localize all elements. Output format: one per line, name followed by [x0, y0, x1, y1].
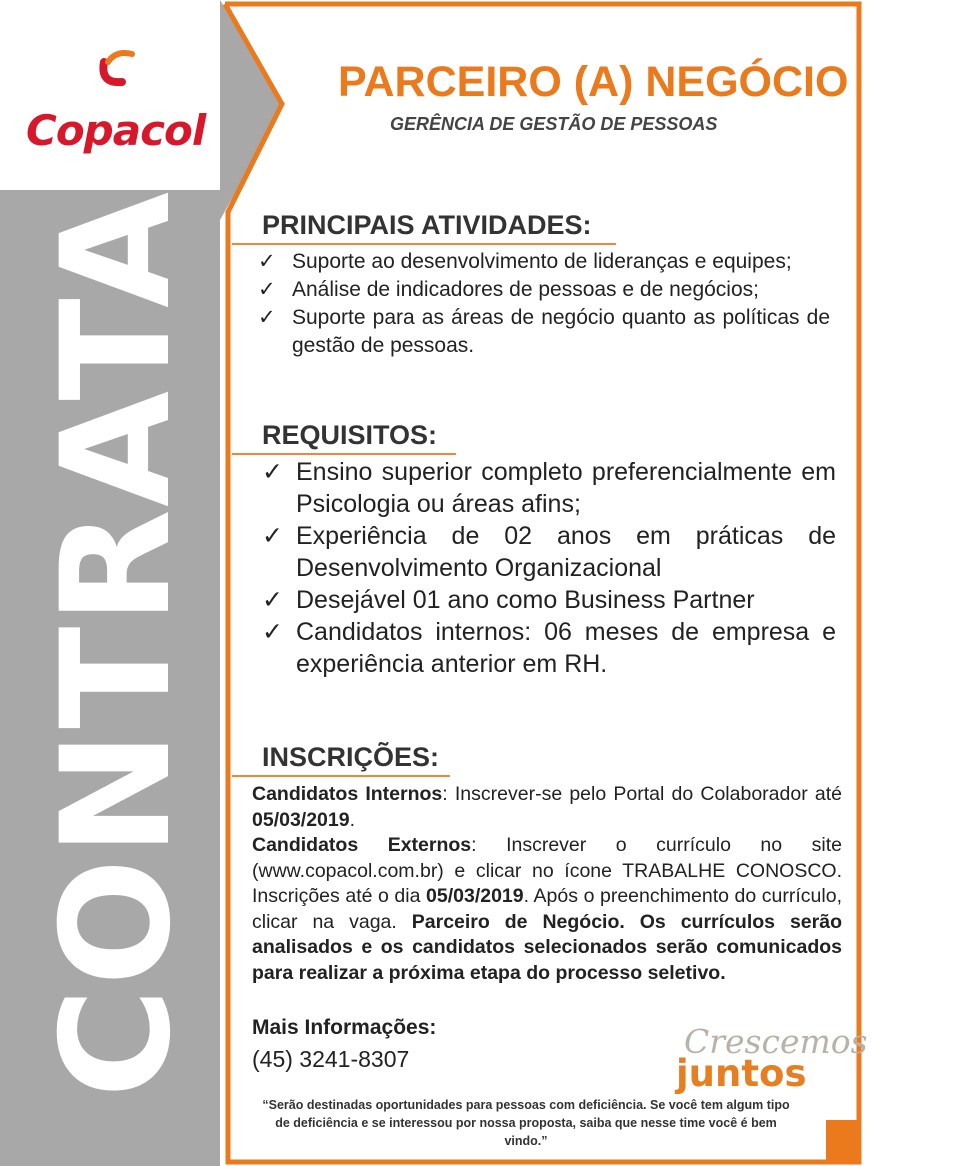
contrata-vertical-text: CONTRATA [30, 189, 204, 1098]
check-icon: ✓ [258, 250, 276, 273]
requirements-underline [232, 453, 456, 455]
slogan-juntos: juntos [676, 1052, 807, 1095]
list-item: ✓ Análise de indicadores de pessoas e de negócios; [258, 276, 830, 304]
check-icon: ✓ [262, 618, 283, 646]
inscricoes-body [252, 782, 842, 986]
inscricoes-heading: INSCRIÇÕES: [262, 742, 440, 772]
brand-logo: Copacol [26, 106, 206, 155]
activities-heading: PRINCIPAIS ATIVIDADES: [262, 210, 592, 240]
list-item: ✓ Candidatos internos: 06 meses de empresa e experiência anterior em RH. [262, 618, 836, 678]
footer-note: “Serão destinadas oportunidades para pessoas com deficiência. Se você tem algum tipo de deficiência e se interessou por nossa proposta, saiba que nesse time você é bem vindo.” [262, 1098, 790, 1148]
external-candidates-paragraph: Candidatos Externos: Inscrever o currículo no site (www.copacol.com.br) e clicar no ícone TRABALHE CONOSCO. Inscrições até o dia 05/03/2019. Após o preenchimento do currículo, clicar na vaga. Parceiro de Negócio. Os currículos serão analisados e os candidatos selecionados serão comunicados para realizar a próxima etapa do processo seletivo. [252, 834, 842, 984]
list-item: ✓ Ensino superior completo preferencialmente em Psicologia ou áreas afins; [262, 458, 836, 518]
check-icon: ✓ [258, 306, 276, 329]
logo-panel [0, 0, 220, 190]
check-icon: ✓ [262, 458, 283, 486]
inscricoes-underline [232, 775, 450, 777]
list-item: ✓ Suporte para as áreas de negócio quanto as políticas de gestão de pessoas. [258, 306, 830, 357]
requirements-list [262, 456, 836, 680]
list-item: ✓ Desejável 01 ano como Business Partner [262, 586, 755, 614]
activities-list [258, 248, 830, 360]
list-item: ✓ Suporte ao desenvolvimento de lideranças e equipes; [258, 248, 830, 276]
slogan-crescemos: Crescemos [684, 1022, 868, 1061]
requirements-heading: REQUISITOS: [262, 420, 438, 450]
page-title: PARCEIRO (A) NEGÓCIO [338, 58, 849, 106]
list-item: ✓ Experiência de 02 anos em práticas de Desenvolvimento Organizacional [262, 522, 836, 582]
check-icon: ✓ [258, 278, 276, 301]
internal-candidates-paragraph: Candidatos Internos: Inscrever-se pelo Portal do Colaborador até 05/03/2019. [252, 783, 842, 831]
contact-phone: (45) 3241-8307 [252, 1046, 410, 1072]
activities-underline [232, 243, 616, 245]
orange-corner-tab [826, 1120, 860, 1164]
page-subtitle: GERÊNCIA DE GESTÃO DE PESSOAS [390, 114, 718, 134]
check-icon: ✓ [262, 586, 283, 614]
contact-label: Mais Informações: [252, 1016, 437, 1039]
check-icon: ✓ [262, 522, 283, 550]
